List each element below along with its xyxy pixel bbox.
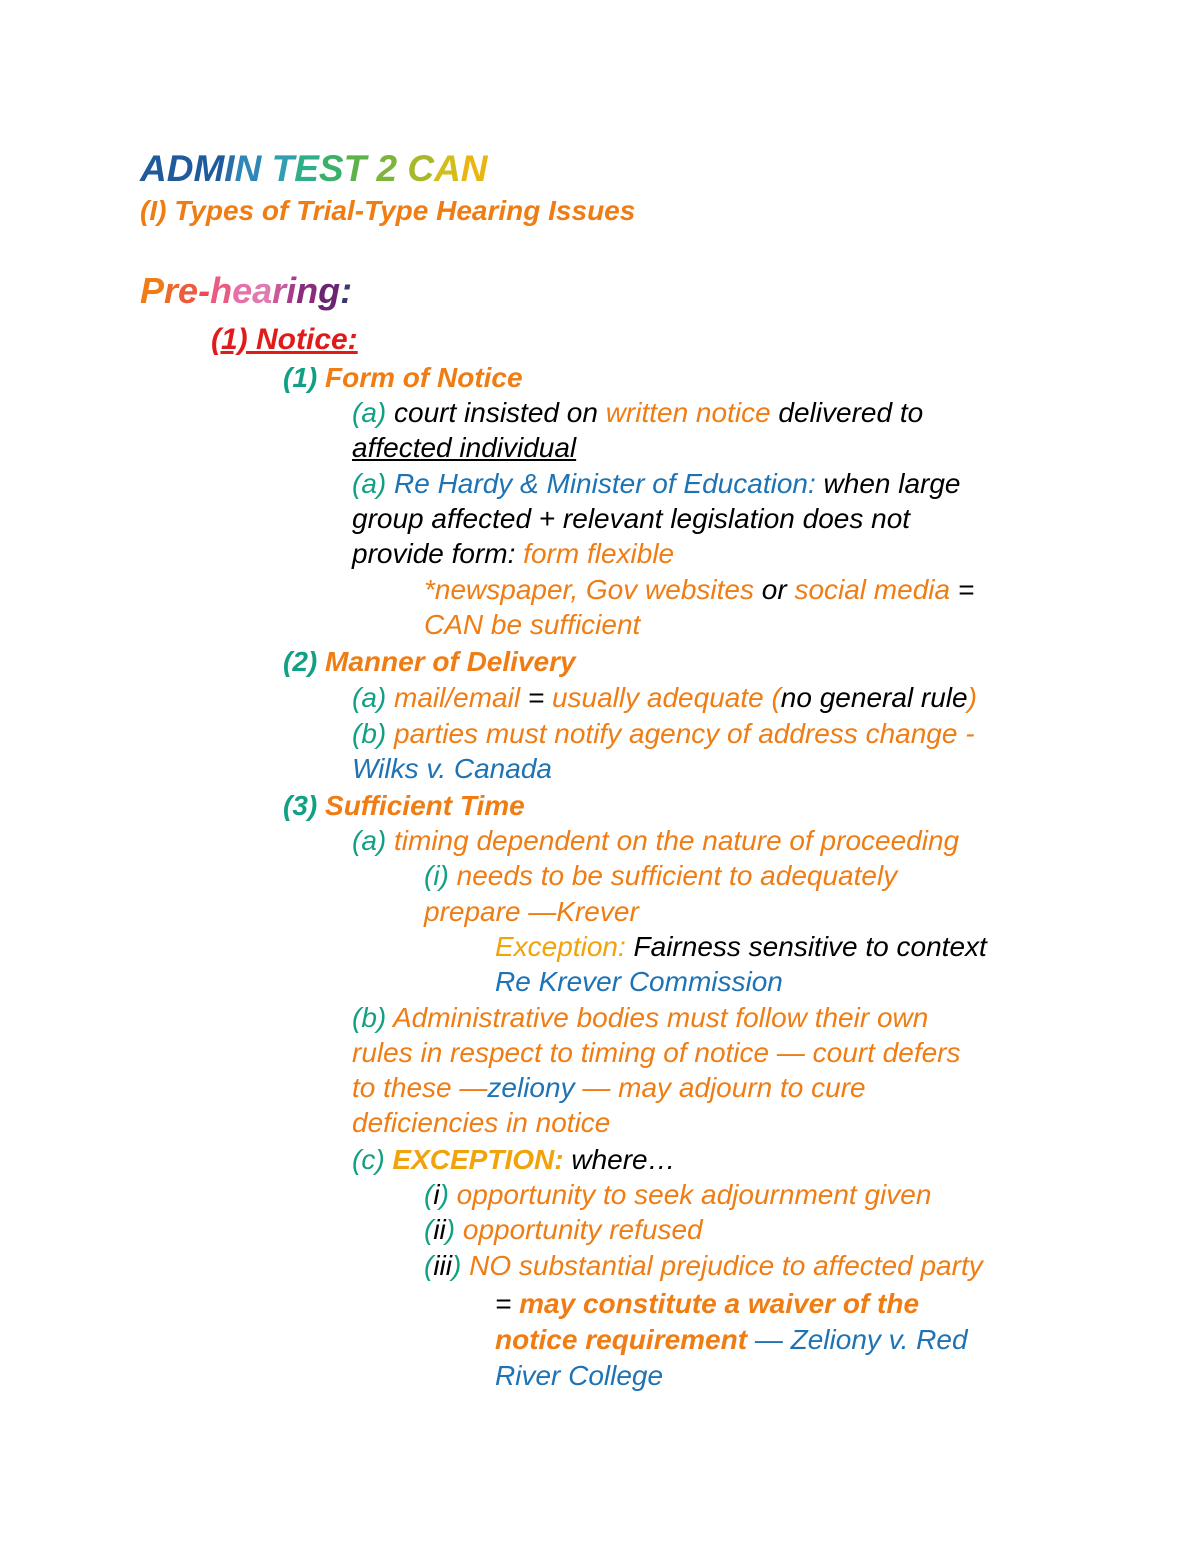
title-letter: D [166,148,194,189]
form-note-line2: CAN be sufficient [424,609,641,640]
time-ciii-line [424,1248,983,1283]
text: no general rule [780,682,968,713]
highlight-text: social media [794,574,951,605]
case-name: zeliony [487,1072,575,1103]
text: court insisted on [386,397,606,428]
case-name: Re Hardy & Minister of Education: [386,468,816,499]
text: when large [815,468,961,499]
text: Fairness sensitive to context [625,931,987,962]
highlight-text: — may adjourn to cure [574,1072,866,1103]
highlight-text: form flexible [523,538,675,569]
time-c-line [352,1142,676,1177]
page-title [140,148,488,190]
text: delivered to [770,397,924,428]
text: where… [563,1144,676,1175]
title-letter: I [224,148,235,189]
time-b-line2: rules in respect to timing of notice — court defers [352,1037,961,1068]
title-letter [397,148,407,189]
time-ai-line2 [424,894,639,929]
highlight-text: *newspaper, Gov websites [424,574,754,605]
highlight-text: opportunity refused [455,1214,703,1245]
time-a-line [352,823,959,858]
item-label: iii [433,1250,452,1281]
highlight-text: ) [967,682,977,713]
time-b-line1 [352,1000,928,1035]
item-label: i [433,1179,440,1210]
title-letter: T [343,148,367,189]
highlight-text: needs to be sufficient to adequately [448,860,898,891]
highlight-text: parties must notify agency of address change - [386,718,975,749]
highlight-text: NO substantial prejudice to affected party [461,1250,983,1281]
text: = [950,574,975,605]
item-label: (a) [352,397,387,428]
case-name: Zeliony v. Red [790,1324,968,1355]
title-letter: T [271,148,295,189]
item-title: Manner of Delivery [317,646,576,677]
pre-hearing-letter: - [198,270,211,311]
item-label: ( [424,1250,434,1281]
form-a2-line2: group affected + relevant legislation does not [352,503,911,534]
text: — [747,1324,791,1355]
pre-hearing-letter: e [178,270,199,311]
title-letter: S [318,148,344,189]
sufficient-time-heading [283,788,525,823]
highlight-text: prepare — [424,896,557,927]
highlight-text: mail/email [386,682,521,713]
pre-hearing-letter: g [318,270,341,311]
highlight-text: may constitute a waiver of the [519,1288,920,1319]
item-label: (a) [352,825,387,856]
time-ai-line1 [424,858,897,893]
title-letter: A [434,148,461,189]
pre-hearing-letter: r [164,270,179,311]
delivery-b-case: Wilks v. Canada [352,753,552,784]
item-label: ( [424,1214,434,1245]
item-label: ( [424,1179,434,1210]
pre-hearing-letter: : [340,270,353,311]
time-exception-case: Re Krever Commission [495,966,783,997]
exception-label: Exception: [495,931,626,962]
item-label: (a) [352,682,387,713]
time-cii-line [424,1212,703,1247]
form-a2-line1 [352,466,961,501]
title-letter: E [294,148,319,189]
item-label: (i) [424,860,449,891]
time-result-line1 [495,1286,919,1321]
title-letter: A [140,148,167,189]
text: = [520,682,552,713]
item-label: ) [445,1214,456,1245]
title-letter: C [407,148,435,189]
text: or [753,574,795,605]
pre-hearing-letter: n [296,270,319,311]
form-a1-line1 [352,395,923,430]
time-result-case: River College [495,1360,664,1391]
pre-hearing-letter: r [272,270,287,311]
item-label: (c) [352,1144,385,1175]
time-exception-line1 [495,929,987,964]
form-note-line1 [424,572,974,607]
pre-hearing-letter: e [232,270,253,311]
time-result-line2 [495,1322,968,1357]
pre-hearing-letter: a [252,270,273,311]
pre-hearing-letter: i [286,270,297,311]
time-b-line3 [352,1070,866,1105]
delivery-a-line [352,680,977,715]
title-letter: N [234,148,262,189]
item-label: ) [439,1179,449,1210]
manner-of-delivery-heading [283,644,576,679]
title-letter [366,148,376,189]
item-label: (a) [352,468,387,499]
title-letter: M [193,148,225,189]
item-number: (1) [283,362,318,393]
highlight-text: notice requirement [495,1324,748,1355]
item-label: ii [433,1214,446,1245]
title-letter [261,148,271,189]
title-letter: 2 [376,148,398,189]
case-name: Krever [556,896,639,927]
item-title: Sufficient Time [317,790,525,821]
time-b-line4: deficiencies in notice [352,1107,611,1138]
form-a2-line3 [352,536,674,571]
highlight-text: usually adequate ( [551,682,781,713]
form-a1-line2: affected individual [352,432,577,463]
delivery-b-line1 [352,716,975,751]
highlight-text: written notice [605,397,771,428]
highlight-text: to these — [352,1072,488,1103]
notice-heading: (1) Notice: [211,323,358,356]
item-label: ) [452,1250,462,1281]
text: = [495,1288,520,1319]
item-number: (3) [283,790,318,821]
section-heading-pre-hearing [140,270,352,312]
time-ci-line [424,1177,931,1212]
highlight-text: opportunity to seek adjournment given [448,1179,932,1210]
title-letter: N [460,148,488,189]
exception-label: EXCEPTION: [384,1144,564,1175]
pre-hearing-letter: P [140,270,165,311]
highlight-text: Administrative bodies must follow their own [386,1002,929,1033]
form-of-notice-heading [283,360,523,395]
pre-hearing-letter: h [210,270,233,311]
text: provide form: [352,538,524,569]
highlight-text: timing dependent on the nature of proceeding [386,825,960,856]
item-number: (2) [283,646,318,677]
item-label: (b) [352,1002,387,1033]
item-title: Form of Notice [317,362,523,393]
item-label: (b) [352,718,387,749]
page-subtitle: (I) Types of Trial-Type Hearing Issues [140,195,636,226]
